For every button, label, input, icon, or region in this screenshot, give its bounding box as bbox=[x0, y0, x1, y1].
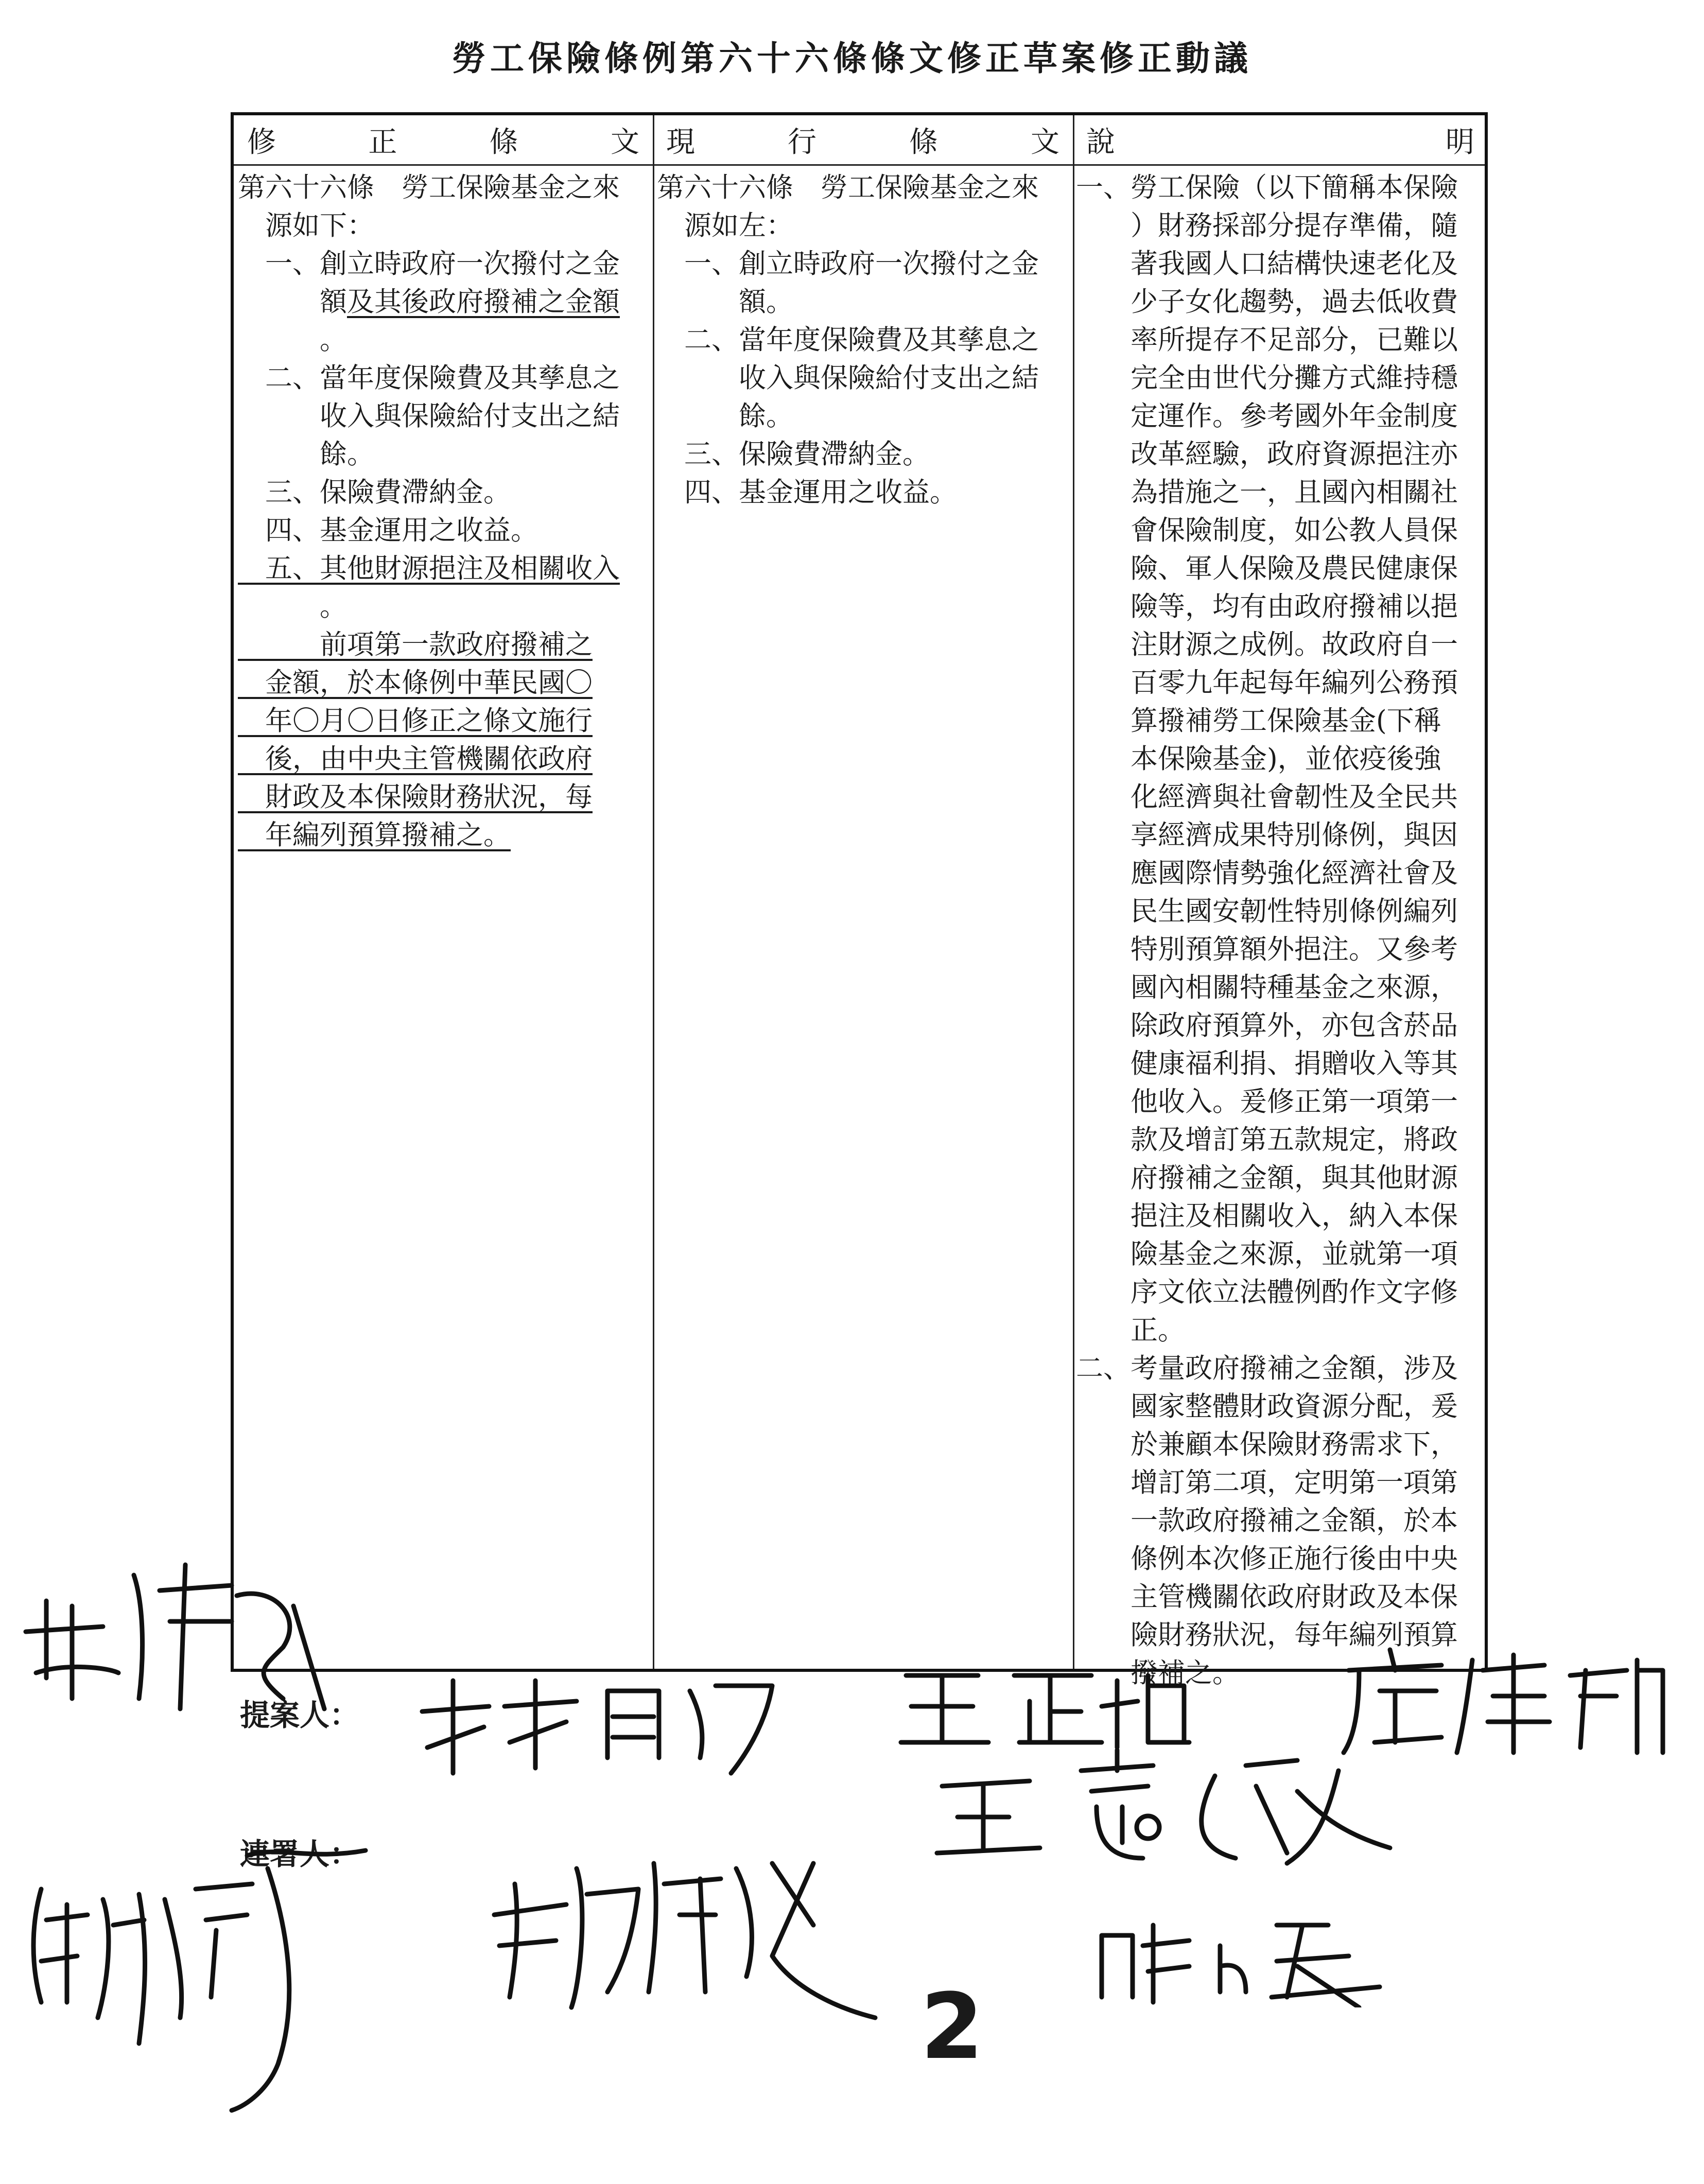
amended-text-column bbox=[238, 169, 620, 854]
amended-line: 年編列預算撥補之。 bbox=[238, 819, 511, 851]
signature-cosigner-3 bbox=[1091, 1905, 1400, 2007]
explanation-line: 少子女化趨勢，過去低收費 bbox=[1076, 286, 1458, 318]
amended-line: 第六十六條 勞工保險基金之來 bbox=[238, 172, 620, 203]
header-explanation: 說 明 bbox=[1086, 125, 1474, 159]
explanation-line: 注財源之成例。故政府自一 bbox=[1076, 629, 1458, 660]
explanation-line: 應國際情勢強化經濟社會及 bbox=[1076, 858, 1458, 889]
current-line: 第六十六條 勞工保險基金之來 bbox=[657, 172, 1039, 203]
amendment-table bbox=[231, 112, 1488, 1689]
amended-line: 二、當年度保險費及其孳息之 bbox=[238, 362, 620, 394]
explanation-line: 健康福利捐、捐贈收入等其 bbox=[1076, 1048, 1458, 1079]
explanation-line: 挹注及相關收入，納入本保 bbox=[1076, 1200, 1458, 1232]
signature-cosigner-2 bbox=[484, 1822, 896, 2028]
cosigner-label: 連署人： bbox=[240, 1837, 360, 1872]
handwritten-signature bbox=[15, 1544, 335, 1729]
amended-line: 年〇月〇日修正之條文施行 bbox=[238, 705, 593, 737]
current-line: 一、創立時政府一次撥付之金 bbox=[657, 248, 1039, 279]
explanation-line: 款及增訂第五款規定，將政 bbox=[1076, 1124, 1458, 1156]
explanation-column bbox=[1076, 169, 1458, 1692]
explanation-line: 險財務狀況，每年編列預算 bbox=[1076, 1619, 1458, 1651]
explanation-line: 府撥補之金額，與其他財源 bbox=[1076, 1162, 1458, 1194]
explanation-line: 定運作。參考國外年金制度 bbox=[1076, 400, 1458, 432]
explanation-line: 增訂第二項，定明第一項第 bbox=[1076, 1467, 1458, 1498]
signature-proposer-1 bbox=[412, 1670, 803, 1784]
explanation-line: 本保險基金)，並依疫後強 bbox=[1076, 743, 1441, 775]
current-line: 收入與保險給付支出之結 bbox=[657, 362, 1039, 394]
header-amended-text: 修 正 條 文 bbox=[247, 125, 639, 159]
header-divider bbox=[234, 164, 1485, 166]
document-title: 勞工保險條例第六十六條條文修正草案修正動議 bbox=[452, 38, 1252, 78]
column-divider bbox=[653, 115, 654, 1669]
explanation-line: 化經濟與社會韌性及全民共 bbox=[1076, 781, 1458, 813]
page-number: 2 bbox=[920, 1974, 984, 2080]
current-line: 三、保險費滯納金。 bbox=[657, 439, 930, 470]
explanation-line: 享經濟成果特別條例，與因 bbox=[1076, 819, 1458, 851]
explanation-line: 民生國安韌性特別條例編列 bbox=[1076, 896, 1458, 927]
explanation-line: 算撥補勞工保險基金(下稱 bbox=[1076, 705, 1441, 737]
explanation-line: 條例本次修正施行後由中央 bbox=[1076, 1543, 1458, 1575]
current-line: 四、基金運用之收益。 bbox=[657, 477, 957, 508]
explanation-line: 險、軍人保險及農民健康保 bbox=[1076, 553, 1458, 584]
amended-line: 金額，於本條例中華民國〇 bbox=[238, 667, 593, 698]
explanation-line: 著我國人口結構快速老化及 bbox=[1076, 248, 1458, 279]
explanation-line: 百零九年起每年編列公務預 bbox=[1076, 667, 1458, 698]
header-current-text: 現 行 條 文 bbox=[666, 125, 1059, 159]
explanation-line: 撥補之。 bbox=[1076, 1657, 1240, 1689]
amended-line: 三、保險費滯納金。 bbox=[238, 477, 511, 508]
amended-line: 額及其後政府撥補之金額 bbox=[238, 286, 620, 318]
explanation-line: 國內相關特種基金之來源， bbox=[1076, 972, 1458, 1003]
explanation-line: 於兼顧本保險財務需求下， bbox=[1076, 1429, 1458, 1460]
explanation-line: 除政府預算外，亦包含菸品 bbox=[1076, 1010, 1458, 1041]
explanation-line: 一款政府撥補之金額，於本 bbox=[1076, 1505, 1458, 1536]
explanation-line: 主管機關依政府財政及本保 bbox=[1076, 1581, 1458, 1613]
explanation-line: 二、考量政府撥補之金額，涉及 bbox=[1076, 1353, 1458, 1384]
explanation-line: 一、勞工保險（以下簡稱本保險 bbox=[1076, 172, 1458, 203]
explanation-line: 險等，均有由政府撥補以挹 bbox=[1076, 591, 1458, 622]
amended-line: 餘。 bbox=[238, 439, 374, 470]
explanation-line: 序文依立法體例酌作文字修 bbox=[1076, 1277, 1458, 1308]
amended-line: 。 bbox=[238, 324, 347, 356]
explanation-line: 國家整體財政資源分配，爰 bbox=[1076, 1391, 1458, 1422]
explanation-line: 特別預算額外挹注。又參考 bbox=[1076, 934, 1458, 965]
amended-line: 前項第一款政府撥補之 bbox=[238, 629, 593, 660]
current-line: 餘。 bbox=[657, 400, 793, 432]
explanation-line: 為措施之一，且國內相關社 bbox=[1076, 477, 1458, 508]
explanation-line: 完全由世代分攤方式維持穩 bbox=[1076, 362, 1458, 394]
current-line: 源如左： bbox=[657, 210, 793, 241]
amended-line: 一、創立時政府一次撥付之金 bbox=[238, 248, 620, 279]
current-line: 額。 bbox=[657, 286, 793, 318]
amended-line: 源如下： bbox=[238, 210, 374, 241]
signature-cosigner-4 bbox=[10, 1848, 345, 2116]
current-line: 二、當年度保險費及其孳息之 bbox=[657, 324, 1039, 356]
amended-line: 後，由中央主管機關依政府 bbox=[238, 743, 593, 775]
amended-line: 收入與保險給付支出之結 bbox=[238, 400, 620, 432]
amended-line: 。 bbox=[238, 591, 347, 622]
explanation-line: 他收入。爰修正第一項第一 bbox=[1076, 1086, 1458, 1117]
amended-line: 五、其他財源挹注及相關收入 bbox=[238, 553, 620, 584]
explanation-line: 險基金之來源，並就第一項 bbox=[1076, 1238, 1458, 1270]
proposer-label: 提案人： bbox=[240, 1698, 360, 1733]
explanation-line: 率所提存不足部分，已難以 bbox=[1076, 324, 1458, 356]
explanation-line: 會保險制度，如公教人員保 bbox=[1076, 515, 1458, 546]
signature-cosigner-1 bbox=[927, 1740, 1421, 1874]
explanation-line: ）財務採部分提存準備，隨 bbox=[1076, 210, 1458, 241]
current-text-column bbox=[657, 169, 1039, 512]
explanation-line: 改革經驗，政府資源挹注亦 bbox=[1076, 439, 1458, 470]
amended-line: 四、基金運用之收益。 bbox=[238, 515, 538, 546]
column-divider bbox=[1073, 115, 1074, 1669]
explanation-line: 正。 bbox=[1076, 1315, 1185, 1346]
amended-line: 財政及本保險財務狀況，每 bbox=[238, 781, 593, 813]
signature-names bbox=[0, 0, 1, 1]
